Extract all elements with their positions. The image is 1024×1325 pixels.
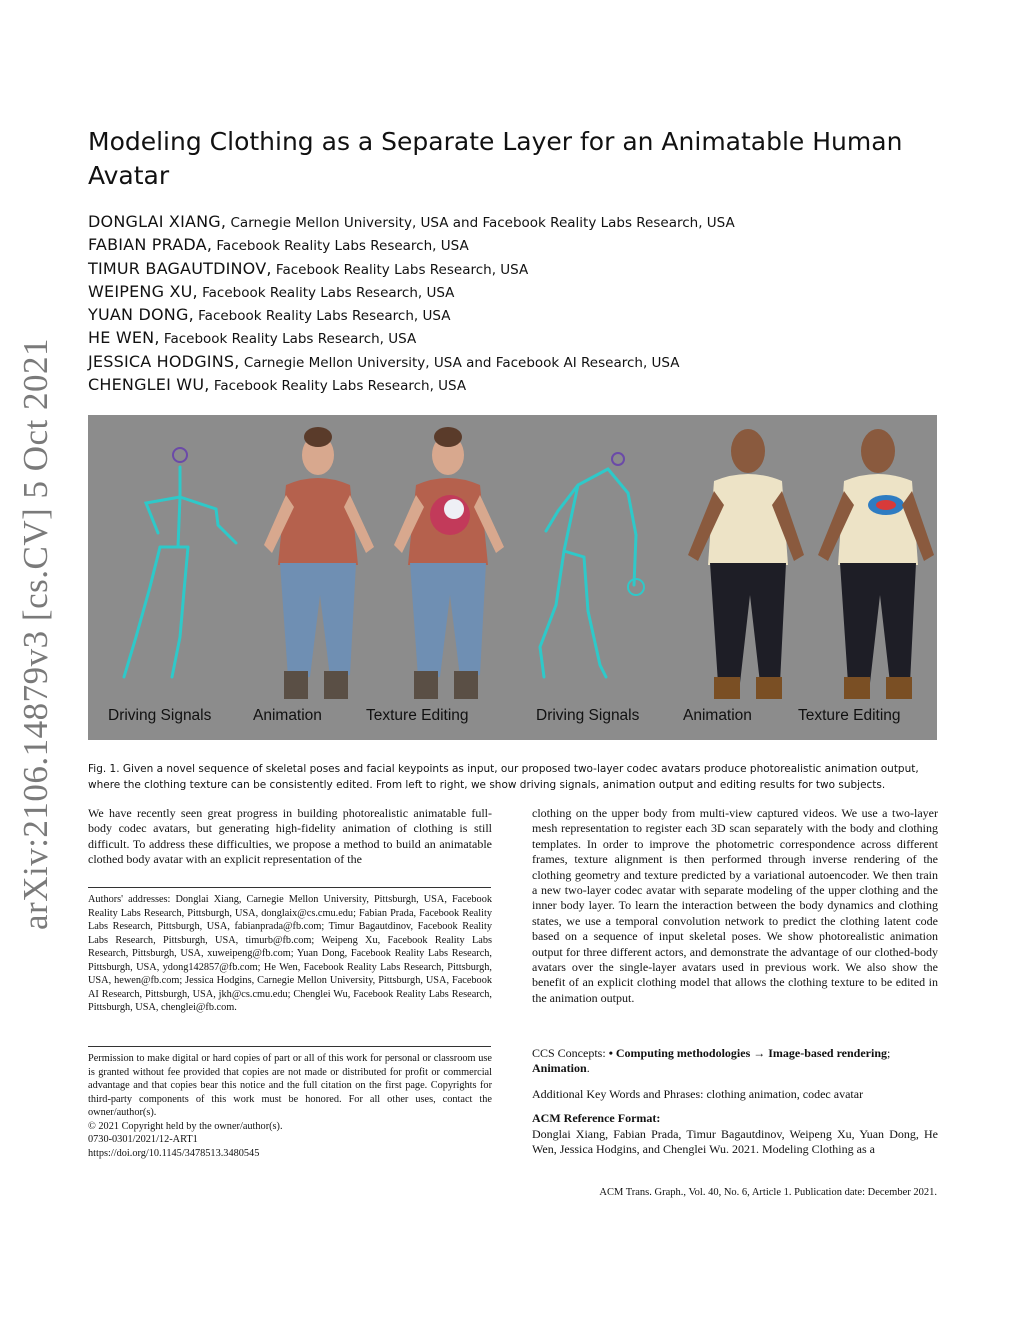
author-addresses [88, 893, 492, 1015]
author-affiliation: Facebook Reality Labs Research, USA [212, 238, 469, 255]
author-affiliation: Facebook Reality Labs Research, USA [159, 331, 417, 348]
doi-link[interactable]: https://doi.org/10.1145/3478513.3480545 [88, 1147, 260, 1159]
author-affiliation: Facebook Reality Labs Research, USA [193, 308, 451, 325]
author-entry [88, 280, 948, 303]
author-entry [88, 326, 948, 349]
author-affiliation: Carnegie Mellon University, USA and Facebook AI Research, USA [239, 354, 680, 371]
abstract-left: We have recently seen great progress in building photorealistic animatable full-body codec avatars, but generating high-fidelity animation of clothing is still difficult. To address these difficulties, we propose a method to build an animatable clothed body avatar with an explicit representation of the [88, 806, 492, 867]
teaser-label: Animation [683, 707, 752, 724]
ccs-concept: Animation [532, 1061, 587, 1076]
footnote-rule [88, 887, 491, 888]
abstract-right: clothing on the upper body from multi-view captured videos. We use a two-layer mesh representation to register each 3D scan separately with the body and clothing templates. In order to improve the photometric correspondence across different frames, texture alignment is then performed through inverse rendering of the clothing geometry and texture predicted by a variational autoencoder. We then train a new two-layer codec avatar with separate modeling of the upper clothing and the inner body layer. To learn the interaction between the body dynamics and clothing states, we use a temporal convolution network to predict the clothing latent code based on a sequence of input skeletal poses. We show photorealistic animation output for three different actors, and demonstrate the advantage of our clothed-body avatars over the single-layer avatars used in previous work. We also show the benefit of an explicit clothing model that allows the clothing texture to be edited in the animation output. [532, 806, 938, 1005]
author-entry [88, 210, 948, 233]
author-name: CHENGLEI WU, [88, 375, 210, 395]
permission-block [88, 1052, 492, 1160]
keywords: Additional Key Words and Phrases: clothing animation, codec avatar [532, 1087, 864, 1101]
ccs-separator: ; [887, 1046, 891, 1060]
issn-line: 0730-0301/2021/12-ART1 [88, 1134, 198, 1145]
skeleton-figure-left [124, 448, 236, 677]
acm-reference-text: Donglai Xiang, Fabian Prada, Timur Bagautdinov, Weipeng Xu, Yuan Dong, He Wen, Jessica Hodgins, and Chenglei Wu. 2021. Modeling Clothing as a [532, 1127, 938, 1157]
teaser-illustration [88, 415, 937, 740]
ccs-label: CCS Concepts: [532, 1046, 609, 1060]
skeleton-figure-right [540, 453, 644, 677]
author-entry [88, 233, 948, 256]
author-name: JESSICA HODGINS, [88, 351, 240, 371]
copyright-line: © 2021 Copyright held by the owner/author(s). [88, 1120, 283, 1132]
author-list [88, 210, 948, 396]
author-affiliation: Carnegie Mellon University, USA and Facebook Reality Labs Research, USA [226, 215, 735, 231]
author-entry [88, 373, 948, 396]
figure-caption: Fig. 1. Given a novel sequence of skeletal poses and facial keypoints as input, our proposed two-layer codec avatars produce photorealistic animation output, where the clothing texture can be consistently edited. From left to right, we show driving signals, animation output and editing results for two subjects. [88, 763, 919, 791]
permission-rule [88, 1046, 491, 1047]
ccs-bullet: • [608, 1046, 616, 1060]
author-affiliation: Facebook Reality Labs Research, USA [197, 284, 455, 301]
teaser-label: Texture Editing [798, 707, 901, 724]
teaser-figure [88, 415, 937, 740]
avatar-female-animation [264, 427, 374, 699]
author-entry [88, 350, 948, 373]
author-name: YUAN DONG, [88, 305, 194, 325]
teaser-label: Animation [253, 707, 322, 724]
author-entry [88, 257, 948, 280]
author-name: TIMUR BAGAUTDINOV, [88, 258, 272, 278]
author-name: HE WEN, [88, 328, 160, 348]
teaser-label: Driving Signals [536, 707, 640, 724]
acm-reference-heading: ACM Reference Format: [532, 1111, 661, 1125]
avatar-female-texture-edit [394, 427, 504, 699]
avatar-male-animation [688, 429, 804, 699]
author-name: WEIPENG XU, [88, 281, 198, 301]
teaser-label: Driving Signals [108, 707, 212, 724]
paper-title: Modeling Clothing as a Separate Layer for an Animatable Human Avatar [88, 127, 903, 190]
avatar-male-texture-edit [818, 429, 934, 699]
author-entry [88, 303, 948, 326]
teaser-label: Texture Editing [366, 707, 469, 724]
permission-text: Permission to make digital or hard copies of part or all of this work for personal or classroom use is granted without fee provided that copies are not made or distributed for profit or commercial advantage and that copies bear this notice and the full citation on the first page. Copyrights for third-party components of this work must be honored. For all other uses, contact the owner/author(s). [88, 1053, 492, 1118]
page-footer: ACM Trans. Graph., Vol. 40, No. 6, Article 1. Publication date: December 2021. [599, 1187, 937, 1198]
ccs-concept: Computing methodologies → Image-based rendering [615, 1046, 888, 1060]
author-affiliation: Facebook Reality Labs Research, USA [271, 261, 529, 278]
addresses-text: Authors' addresses: Donglai Xiang, Carnegie Mellon University, Pittsburgh, USA, Facebook Reality Labs Research, Pittsburgh, USA, donglaix@cs.cmu.edu; Fabian Prada, Facebook Reality Labs Research, Pittsburgh, USA, fabianprada@fb.com; Timur Bagautdinov, Facebook Reality Labs Research, Pittsburgh, USA, timurb@fb.com; Weipeng Xu, Facebook Reality Labs Research, Pittsburgh, USA, xuweipeng@fb.com; Yuan Dong, Facebook Reality Labs Research, Pittsburgh, USA, ydong142857@fb.com; He Wen, Facebook Reality Labs Research, Pittsburgh, USA, hewen@fb.com; Jessica Hodgins, Carnegie Mellon University, Pittsburgh, USA, Facebook AI Research, Pittsburgh, USA, jkh@cs.cmu.edu; Chenglei Wu, Facebook Reality Labs Research, Pittsburgh, USA, chenglei@fb.com. [88, 894, 492, 1013]
author-affiliation: Facebook Reality Labs Research, USA [209, 378, 467, 395]
ccs-concepts [532, 1046, 938, 1077]
author-name: DONGLAI XIANG, [88, 212, 227, 231]
author-name: FABIAN PRADA, [88, 235, 213, 255]
arxiv-stamp: arXiv:2106.14879v3 [cs.CV] 5 Oct 2021 [16, 337, 55, 930]
ccs-end: . [586, 1061, 590, 1076]
